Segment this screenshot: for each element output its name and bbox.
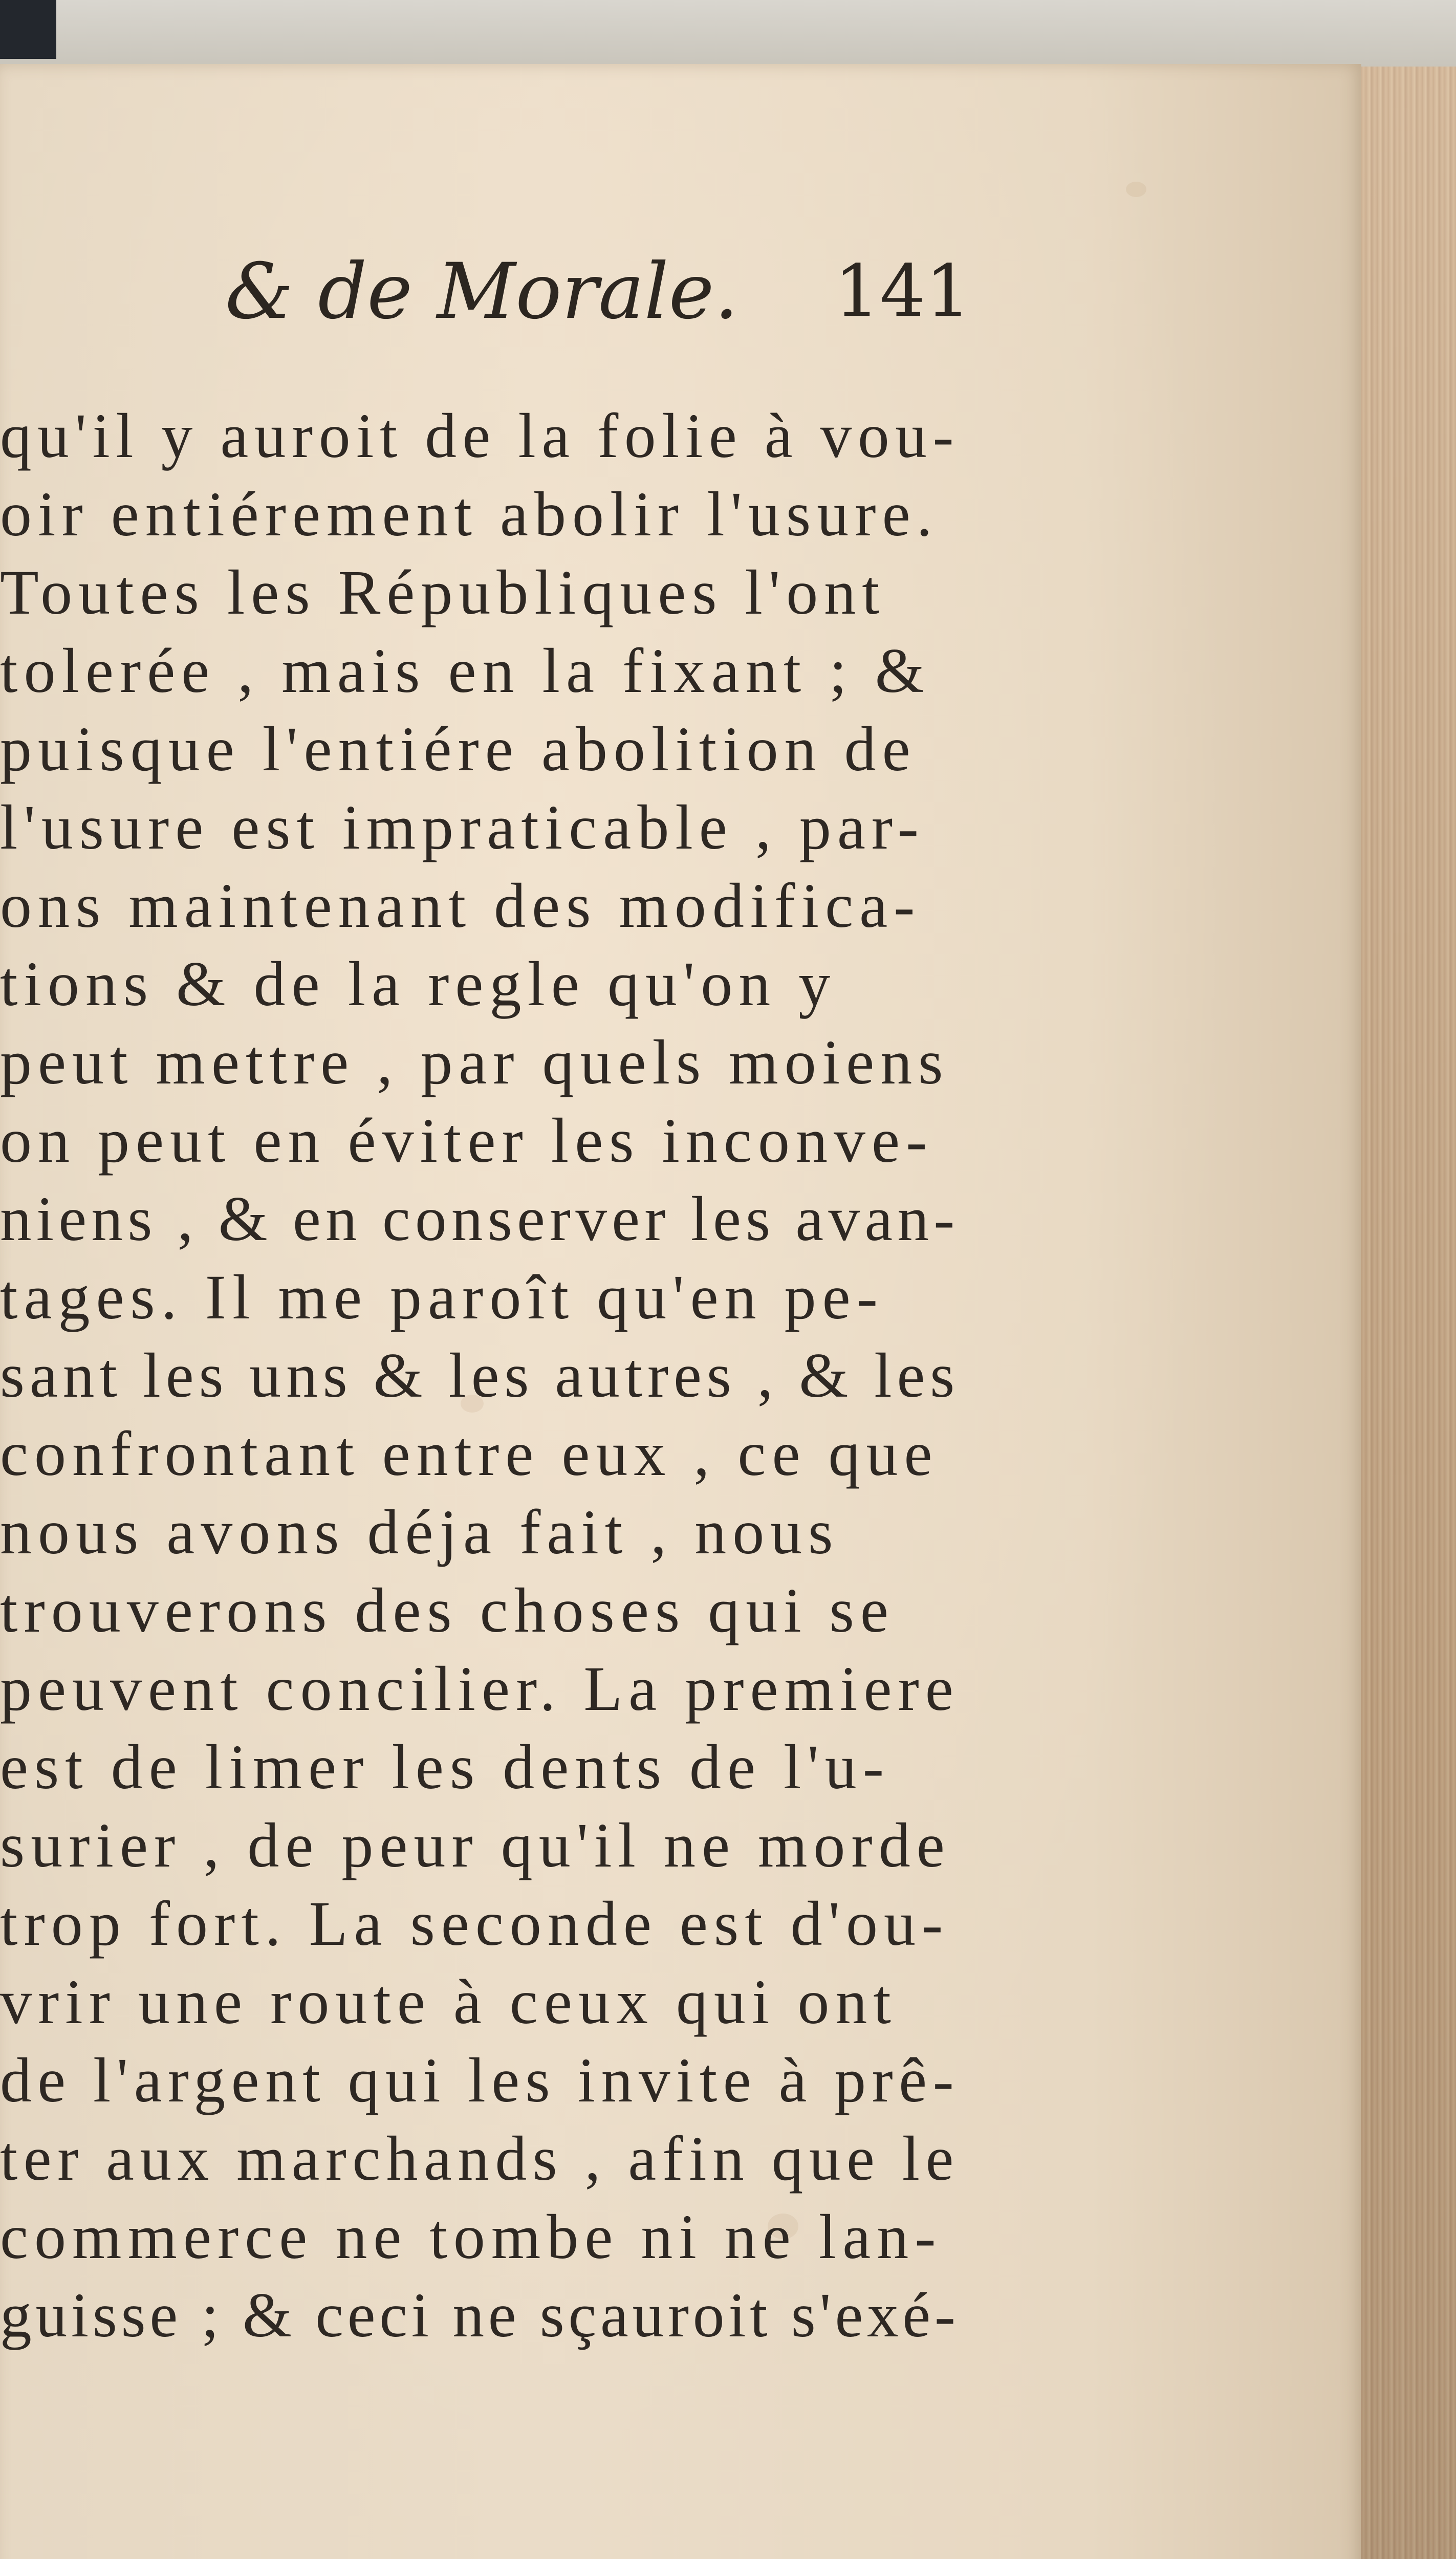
text-line: ons maintenant des modifica- [0, 871, 921, 941]
text-line: tages. Il me paroît qu'en pe- [0, 1262, 884, 1332]
running-header [225, 241, 993, 343]
text-line: oir entiérement abolir l'usure. [0, 479, 939, 549]
text-line: peut mettre , par quels moiens [0, 1027, 949, 1097]
text-line: trouverons des choses qui se [0, 1575, 895, 1645]
text-line: peuvent concilier. La premiere [0, 1654, 960, 1724]
text-line: tions & de la regle qu'on y [0, 949, 837, 1019]
text-line: tolerée , mais en la fixant ; & [0, 636, 931, 706]
text-line: niens , & en conserver les avan- [0, 1184, 960, 1254]
text-line: guisse ; & ceci ne sçauroit s'exé- [0, 2280, 960, 2350]
text-line: on peut en éviter les inconve- [0, 1105, 933, 1176]
text-line: commerce ne tombe ni ne lan- [0, 2202, 942, 2272]
text-line: vrir une route à ceux qui ont [0, 1967, 897, 2037]
text-line: trop fort. La seconde est d'ou- [0, 1889, 949, 1959]
text-line: puisque l'entiére abolition de [0, 714, 917, 784]
text-line: confrontant entre eux , ce que [0, 1419, 939, 1489]
text-line: l'usure est impraticable , par- [0, 792, 925, 862]
text-line: nous avons déja fait , nous [0, 1497, 839, 1567]
book-page [0, 64, 1361, 2559]
text-line: surier , de peur qu'il ne morde [0, 1810, 951, 1880]
scan-background-top [0, 0, 1456, 67]
page-number: 141 [834, 250, 971, 333]
binding-clip-top [0, 0, 56, 59]
text-line: de l'argent qui les invite à prê- [0, 2045, 960, 2115]
text-line: qu'il y auroit de la folie à vou- [0, 401, 960, 471]
body-text [0, 397, 972, 2354]
text-line: sant les uns & les autres , & les [0, 1340, 960, 1411]
text-line: ter aux marchands , afin que le [0, 2123, 960, 2194]
text-line: est de limer les dents de l'u- [0, 1732, 890, 1802]
foxing-spot [1126, 182, 1146, 197]
running-title: & de Morale. [225, 247, 739, 336]
text-line: Toutes les Républiques l'ont [0, 557, 886, 627]
